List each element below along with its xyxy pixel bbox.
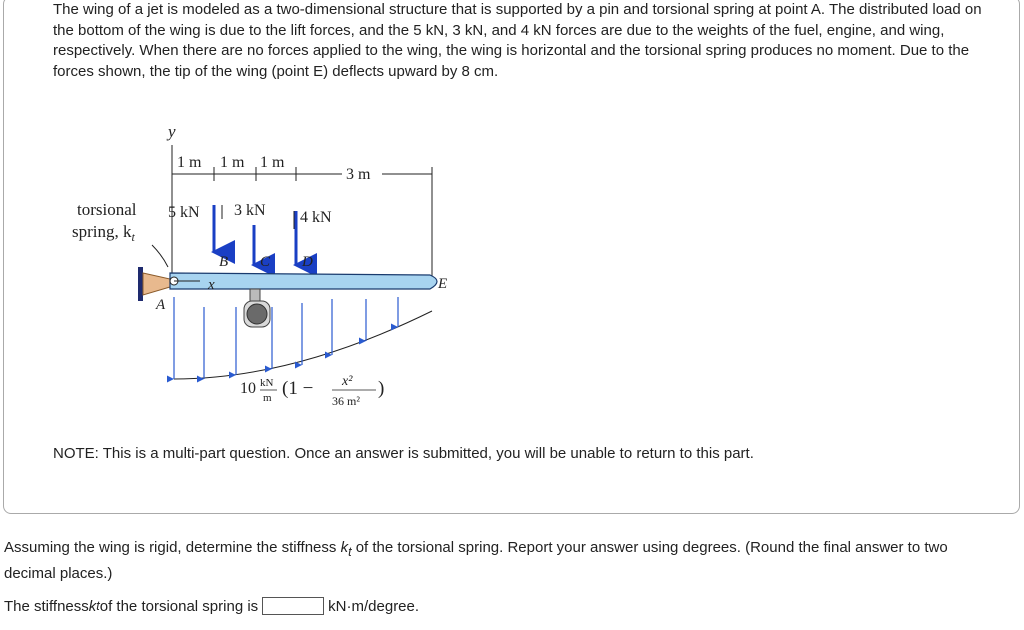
answer-middle: of the torsional spring is [99, 597, 259, 615]
problem-statement: The wing of a jet is modeled as a two-dimensional structure that is supported by a pin and torsional spring at point A. The distributed load on the bottom of the wing is due to the lift forces, and the 5 kN, 3 kN, and 4 kN forces are due to the weights of the fuel, engine, and wing, respectively. When there are no forces applied to the wing, the wing is horizontal and the torsional spring produces no moment. Due to the forces shown, the tip of the wing (point E) deflects upward by 8 cm. [53, 1, 982, 80]
answer-input[interactable] [262, 597, 324, 615]
force-label-3kn: 3 kN [234, 202, 266, 219]
answer-prefix: The stiffness [4, 597, 89, 615]
dimension-label-2: 1 m [220, 154, 245, 171]
dimension-label-1: 1 m [177, 154, 202, 171]
load-unit-numerator: kN [260, 377, 274, 389]
load-frac-numerator: x² [342, 374, 353, 389]
load-unit-denominator: m [263, 392, 272, 404]
pin-bracket [143, 273, 170, 295]
question-text: Assuming the wing is rigid, determine the stiffness $k_t$ of the torsional spring. Report your answer using degrees. (Round the final answer to two decimal places.) [4, 539, 948, 582]
answer-variable: k [88, 597, 97, 615]
point-c-label: C [260, 254, 271, 270]
load-frac-denominator: 36 m² [332, 394, 360, 408]
engine-fan [247, 304, 267, 324]
force-label-5kn: 5 kN [168, 204, 200, 221]
problem-card [3, 0, 1020, 514]
answer-unit: kN·m/degree. [328, 597, 420, 615]
x-axis-label: x [208, 277, 215, 293]
spring-leader-line [152, 245, 168, 267]
wall-support [138, 267, 143, 301]
wing-figure [64, 117, 504, 417]
dimension-label-3: 1 m [260, 154, 285, 171]
point-b-label: B [219, 254, 229, 270]
dimension-label-4: 3 m [346, 166, 371, 183]
spring-label-line2: spring, $k_t$ [72, 222, 135, 244]
point-e-label: E [438, 276, 448, 292]
load-open-paren: (1 − [282, 378, 314, 399]
force-label-4kn: 4 kN [300, 209, 332, 226]
y-axis-label: y [168, 122, 176, 141]
answer-row: The stiffness k t of the torsional spring is kN·m/degree. [4, 597, 420, 615]
point-d-label: D [302, 254, 313, 270]
load-close-paren: ) [378, 378, 385, 399]
spring-label-line1: torsional [77, 200, 137, 219]
point-a-label: A [156, 297, 166, 313]
lift-load-curve [174, 311, 432, 379]
multipart-note: NOTE: This is a multi-part question. Once an answer is submitted, you will be unable to return to this part. [53, 445, 754, 462]
load-coefficient: 10 [240, 380, 256, 397]
